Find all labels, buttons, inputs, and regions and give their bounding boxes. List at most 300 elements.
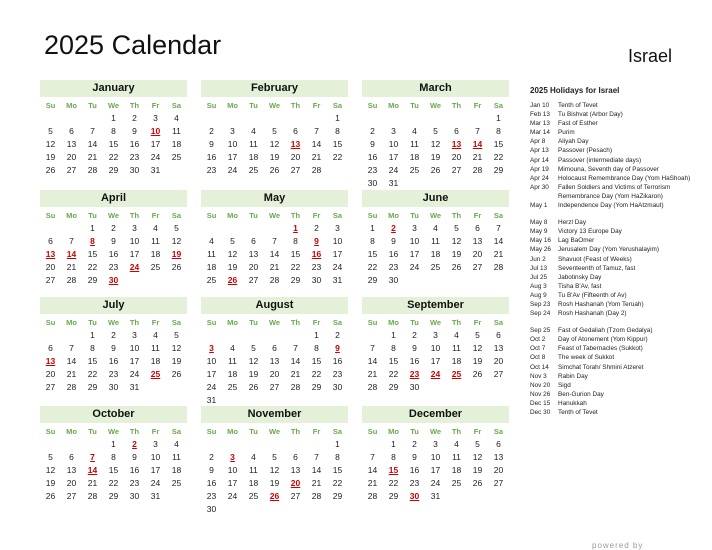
- day-cell: 3: [433, 330, 438, 340]
- day-cell: 16: [409, 465, 420, 475]
- weekday-label: Fr: [473, 318, 482, 327]
- holiday-date: May 1: [530, 202, 548, 210]
- page-title: 2025 Calendar: [44, 30, 222, 60]
- month-april: [40, 190, 187, 287]
- weekday-label: We: [429, 211, 442, 220]
- weekday-label: Fr: [151, 101, 160, 110]
- day-cell: 6: [251, 236, 256, 246]
- day-cell: 4: [153, 223, 158, 233]
- day-cell: 9: [132, 126, 137, 136]
- holiday-name: Seventeenth of Tamuz, fast: [558, 264, 636, 272]
- month-header: May: [201, 190, 348, 207]
- day-cell: 20: [290, 152, 301, 162]
- day-cell: 12: [269, 139, 280, 149]
- weekday-label: We: [107, 427, 120, 436]
- day-cell: 5: [48, 452, 53, 462]
- empty-cell: [40, 112, 61, 125]
- holiday-name: Purim: [558, 129, 575, 137]
- day-cell: 27: [493, 478, 504, 488]
- month-march: [362, 80, 509, 190]
- weekday-label: Tu: [410, 318, 419, 327]
- weekday-label: We: [268, 101, 281, 110]
- day-cell: 4: [153, 330, 158, 340]
- day-cell: 19: [472, 465, 483, 475]
- day-cell: 24: [227, 491, 238, 501]
- empty-cell: [243, 438, 264, 451]
- day-cell: 12: [45, 465, 56, 475]
- day-cell: 25: [430, 262, 441, 272]
- day-cell: 27: [66, 491, 77, 501]
- holiday-entry: [530, 110, 706, 119]
- day-cell: 9: [111, 343, 116, 353]
- day-cell: 8: [111, 452, 116, 462]
- empty-cell: [40, 222, 61, 235]
- holiday-name: Lag BaOmer: [558, 237, 595, 245]
- month-header: September: [362, 297, 509, 314]
- weekday-label: Tu: [88, 427, 97, 436]
- holiday-date: Apr 14: [530, 156, 549, 164]
- day-cell: 21: [311, 478, 322, 488]
- day-cell: 8: [496, 126, 501, 136]
- day-cell: 20: [248, 262, 259, 272]
- day-cell: 12: [171, 343, 182, 353]
- holiday-entry: [530, 174, 706, 183]
- empty-cell: [264, 112, 285, 125]
- day-cell: 5: [475, 439, 480, 449]
- holiday-name: Simchat Torah/ Shmini Atzeret: [558, 363, 644, 371]
- month-header: July: [40, 297, 187, 314]
- day-cell: 12: [171, 236, 182, 246]
- day-cell: 1: [335, 439, 340, 449]
- day-cell: 4: [174, 113, 179, 123]
- day-grid: [362, 438, 509, 503]
- day-cell: 11: [207, 249, 216, 259]
- day-cell: 8: [335, 452, 340, 462]
- day-grid: [40, 222, 187, 287]
- day-cell: 29: [108, 165, 119, 175]
- day-cell: 10: [206, 356, 217, 366]
- weekday-row: [201, 316, 348, 329]
- weekday-label: Su: [206, 427, 217, 436]
- weekday-label: Su: [206, 101, 217, 110]
- weekday-label: Th: [451, 211, 462, 220]
- day-cell: 12: [248, 356, 259, 366]
- weekday-label: Th: [129, 318, 140, 327]
- day-cell: 15: [87, 356, 98, 366]
- month-november: [201, 406, 348, 516]
- day-cell: 13: [66, 465, 77, 475]
- day-cell: 13: [290, 465, 301, 475]
- holiday-day-cell: 13: [45, 356, 56, 366]
- day-cell: 4: [230, 343, 235, 353]
- holiday-name: Victory 13 Europe Day: [558, 228, 622, 236]
- day-cell: 12: [45, 139, 56, 149]
- holiday-date: Mar 14: [530, 129, 550, 137]
- holiday-date: Apr 24: [530, 174, 549, 182]
- holiday-entry: [530, 372, 706, 381]
- holiday-date: Oct 7: [530, 345, 546, 353]
- holiday-day-cell: 30: [108, 275, 119, 285]
- holiday-list: [530, 86, 706, 417]
- day-cell: 30: [129, 491, 140, 501]
- day-cell: 7: [293, 343, 298, 353]
- empty-cell: [306, 438, 327, 451]
- holiday-day-cell: 24: [430, 369, 441, 379]
- day-cell: 10: [227, 139, 238, 149]
- day-cell: 17: [129, 249, 140, 259]
- weekday-label: Su: [206, 211, 217, 220]
- holiday-day-cell: 3: [209, 343, 214, 353]
- holiday-day-cell: 2: [132, 439, 137, 449]
- day-cell: 10: [430, 452, 441, 462]
- weekday-label: Th: [451, 318, 462, 327]
- day-cell: 5: [272, 126, 277, 136]
- day-cell: 24: [409, 262, 420, 272]
- day-cell: 1: [496, 113, 501, 123]
- day-cell: 23: [129, 152, 140, 162]
- holiday-name: Jerusalem Day (Yom Yerushalayim): [558, 246, 659, 254]
- weekday-label: We: [429, 318, 442, 327]
- day-cell: 18: [206, 262, 217, 272]
- holiday-day-cell: 14: [66, 249, 77, 259]
- day-cell: 29: [367, 275, 378, 285]
- day-cell: 29: [87, 382, 98, 392]
- weekday-row: [201, 99, 348, 112]
- day-cell: 2: [209, 126, 214, 136]
- holiday-date: Nov 20: [530, 381, 551, 389]
- day-cell: 22: [332, 478, 343, 488]
- day-cell: 3: [391, 126, 396, 136]
- day-cell: 18: [227, 369, 238, 379]
- weekday-label: Sa: [332, 211, 343, 220]
- day-cell: 24: [227, 165, 238, 175]
- holiday-date: Apr 30: [530, 183, 549, 191]
- holiday-entry: [530, 326, 706, 335]
- day-cell: 14: [367, 356, 378, 366]
- day-cell: 6: [69, 452, 74, 462]
- day-cell: 14: [493, 236, 504, 246]
- day-cell: 26: [430, 165, 441, 175]
- weekday-label: Mo: [388, 101, 399, 110]
- month-december: [362, 406, 509, 503]
- day-cell: 2: [132, 113, 137, 123]
- day-cell: 26: [472, 369, 483, 379]
- day-cell: 16: [129, 465, 140, 475]
- holiday-name: Fallen Soldiers and Victims of Terrorism Remembrance Day (Yom HaZikaron): [558, 183, 671, 200]
- day-cell: 22: [87, 369, 98, 379]
- month-june: [362, 190, 509, 287]
- empty-cell: [61, 112, 82, 125]
- holiday-name: Fast of Esther: [558, 120, 598, 128]
- weekday-label: Sa: [171, 427, 182, 436]
- holiday-date: Jul 13: [530, 264, 548, 272]
- day-cell: 8: [370, 236, 375, 246]
- day-cell: 21: [367, 369, 378, 379]
- day-cell: 20: [45, 262, 56, 272]
- day-cell: 25: [248, 165, 259, 175]
- day-cell: 26: [171, 369, 182, 379]
- day-cell: 22: [332, 152, 343, 162]
- day-cell: 20: [451, 152, 462, 162]
- month-header: June: [362, 190, 509, 207]
- holiday-entry: [530, 236, 706, 245]
- weekday-row: [40, 425, 187, 438]
- weekday-label: Tu: [410, 101, 419, 110]
- day-cell: 3: [132, 330, 137, 340]
- day-cell: 31: [150, 165, 161, 175]
- day-cell: 28: [290, 382, 301, 392]
- holiday-name: Tisha B'Av, fast: [558, 282, 602, 290]
- weekday-label: Sa: [171, 211, 182, 220]
- weekday-label: Su: [367, 318, 378, 327]
- holiday-day-cell: 9: [314, 236, 319, 246]
- empty-cell: [222, 222, 243, 235]
- country-label: Israel: [628, 46, 673, 66]
- day-cell: 18: [451, 356, 462, 366]
- holiday-entry: [530, 335, 706, 344]
- holiday-name: Feast of Tabernacles (Sukkot): [558, 345, 643, 353]
- weekday-label: Th: [451, 101, 462, 110]
- month-february: [201, 80, 348, 177]
- holiday-date: Sep 24: [530, 310, 551, 318]
- holiday-day-cell: 13: [451, 139, 462, 149]
- day-grid: [362, 112, 509, 190]
- day-cell: 28: [87, 491, 98, 501]
- weekday-label: Tu: [88, 101, 97, 110]
- day-cell: 21: [66, 262, 77, 272]
- day-cell: 11: [151, 236, 160, 246]
- day-cell: 8: [391, 343, 396, 353]
- day-cell: 25: [227, 382, 238, 392]
- empty-cell: [243, 112, 264, 125]
- empty-cell: [467, 112, 488, 125]
- day-cell: 31: [430, 491, 441, 501]
- weekday-label: Fr: [473, 427, 482, 436]
- day-cell: 29: [311, 382, 322, 392]
- day-cell: 2: [412, 330, 417, 340]
- weekday-label: Sa: [171, 318, 182, 327]
- empty-cell: [285, 329, 306, 342]
- holiday-day-cell: 25: [451, 369, 462, 379]
- day-cell: 7: [496, 223, 501, 233]
- holiday-day-cell: 15: [388, 465, 399, 475]
- day-cell: 21: [87, 152, 98, 162]
- holiday-entry: [530, 309, 706, 318]
- day-cell: 10: [388, 139, 399, 149]
- weekday-row: [40, 99, 187, 112]
- day-cell: 25: [171, 478, 182, 488]
- day-cell: 25: [150, 262, 161, 272]
- empty-cell: [222, 329, 243, 342]
- day-cell: 1: [314, 330, 319, 340]
- holiday-entry: [530, 353, 706, 362]
- empty-cell: [306, 112, 327, 125]
- day-cell: 15: [108, 139, 119, 149]
- day-cell: 11: [431, 236, 440, 246]
- day-cell: 17: [150, 139, 161, 149]
- weekday-label: Su: [367, 101, 378, 110]
- day-cell: 5: [230, 236, 235, 246]
- day-cell: 21: [290, 369, 301, 379]
- day-cell: 17: [206, 369, 217, 379]
- day-grid: [40, 329, 187, 394]
- weekday-label: Fr: [473, 101, 482, 110]
- holiday-entry: [530, 183, 706, 201]
- holiday-day-cell: 16: [311, 249, 322, 259]
- holiday-date: Mar 13: [530, 120, 550, 128]
- day-cell: 19: [430, 152, 441, 162]
- day-cell: 17: [150, 465, 161, 475]
- day-cell: 7: [314, 126, 319, 136]
- day-cell: 29: [332, 491, 343, 501]
- month-august: [201, 297, 348, 407]
- day-cell: 16: [108, 249, 119, 259]
- day-cell: 26: [171, 262, 182, 272]
- weekday-label: Su: [45, 427, 56, 436]
- day-cell: 15: [87, 249, 98, 259]
- day-cell: 8: [391, 452, 396, 462]
- day-cell: 21: [311, 152, 322, 162]
- day-cell: 14: [311, 465, 322, 475]
- day-cell: 14: [66, 356, 77, 366]
- day-cell: 17: [409, 249, 420, 259]
- weekday-row: [362, 209, 509, 222]
- day-cell: 5: [433, 126, 438, 136]
- day-cell: 27: [451, 165, 462, 175]
- day-cell: 14: [311, 139, 322, 149]
- day-cell: 11: [172, 126, 181, 136]
- holiday-name: Tu B'Av (Fifteenth of Av): [558, 291, 627, 299]
- holiday-day-cell: 30: [409, 491, 420, 501]
- holiday-date: May 8: [530, 219, 548, 227]
- day-cell: 1: [111, 439, 116, 449]
- empty-cell: [404, 112, 425, 125]
- weekday-label: Sa: [332, 318, 343, 327]
- holiday-day-cell: 24: [129, 262, 140, 272]
- day-cell: 23: [409, 478, 420, 488]
- holiday-date: Apr 8: [530, 138, 546, 146]
- day-cell: 3: [132, 223, 137, 233]
- empty-cell: [61, 222, 82, 235]
- weekday-label: Tu: [88, 318, 97, 327]
- empty-cell: [61, 329, 82, 342]
- day-cell: 9: [132, 452, 137, 462]
- month-header: March: [362, 80, 509, 97]
- day-cell: 20: [66, 478, 77, 488]
- empty-cell: [222, 438, 243, 451]
- weekday-label: Sa: [493, 211, 504, 220]
- day-cell: 12: [472, 452, 483, 462]
- day-cell: 8: [90, 343, 95, 353]
- weekday-label: We: [268, 318, 281, 327]
- day-cell: 18: [451, 465, 462, 475]
- day-cell: 19: [451, 249, 462, 259]
- weekday-label: Fr: [473, 211, 482, 220]
- weekday-label: Fr: [312, 427, 321, 436]
- weekday-label: Th: [290, 211, 301, 220]
- empty-cell: [425, 112, 446, 125]
- day-grid: [362, 329, 509, 394]
- holiday-date: Sep 25: [530, 327, 551, 335]
- day-cell: 7: [370, 452, 375, 462]
- day-cell: 4: [454, 439, 459, 449]
- day-cell: 7: [475, 126, 480, 136]
- day-cell: 5: [251, 343, 256, 353]
- holiday-date: Jul 25: [530, 273, 548, 281]
- day-cell: 25: [451, 478, 462, 488]
- weekday-label: Sa: [493, 427, 504, 436]
- month-july: [40, 297, 187, 394]
- day-cell: 13: [248, 249, 259, 259]
- day-cell: 16: [206, 152, 217, 162]
- day-cell: 1: [370, 223, 375, 233]
- day-cell: 18: [248, 478, 259, 488]
- weekday-row: [201, 425, 348, 438]
- day-cell: 7: [314, 452, 319, 462]
- holiday-day-cell: 1: [293, 223, 298, 233]
- day-cell: 21: [493, 249, 504, 259]
- day-cell: 11: [452, 343, 461, 353]
- month-header: November: [201, 406, 348, 423]
- day-cell: 23: [311, 262, 322, 272]
- weekday-label: Su: [45, 211, 56, 220]
- holiday-name: Ben-Gurion Day: [558, 390, 604, 398]
- day-cell: 30: [206, 504, 217, 514]
- holiday-name: Tenth of Tevet: [558, 102, 598, 109]
- day-cell: 5: [174, 330, 179, 340]
- holiday-date: Jun 2: [530, 255, 546, 263]
- day-cell: 4: [209, 236, 214, 246]
- day-cell: 7: [272, 236, 277, 246]
- month-september: [362, 297, 509, 394]
- day-cell: 24: [430, 478, 441, 488]
- day-cell: 18: [171, 139, 182, 149]
- day-cell: 24: [388, 165, 399, 175]
- day-cell: 23: [332, 369, 343, 379]
- holiday-day-cell: 9: [335, 343, 340, 353]
- day-cell: 1: [90, 223, 95, 233]
- day-cell: 26: [248, 382, 259, 392]
- day-cell: 29: [388, 491, 399, 501]
- day-cell: 5: [48, 126, 53, 136]
- day-cell: 27: [269, 382, 280, 392]
- day-cell: 9: [209, 465, 214, 475]
- day-cell: 26: [451, 262, 462, 272]
- day-cell: 30: [367, 178, 378, 188]
- month-october: [40, 406, 187, 503]
- weekday-label: Fr: [312, 101, 321, 110]
- day-cell: 10: [332, 236, 343, 246]
- holiday-day-cell: 19: [171, 249, 182, 259]
- day-cell: 14: [290, 356, 301, 366]
- day-cell: 3: [335, 223, 340, 233]
- day-cell: 29: [87, 275, 98, 285]
- day-cell: 6: [496, 439, 501, 449]
- day-cell: 5: [475, 330, 480, 340]
- holiday-name: Jabotinsky Day: [558, 273, 602, 281]
- day-cell: 8: [335, 126, 340, 136]
- day-cell: 31: [129, 382, 140, 392]
- weekday-label: Tu: [88, 211, 97, 220]
- day-cell: 27: [248, 275, 259, 285]
- holiday-entry: [530, 119, 706, 128]
- day-cell: 29: [388, 382, 399, 392]
- day-cell: 8: [293, 236, 298, 246]
- holiday-date: Oct 14: [530, 363, 549, 371]
- holiday-entry: [530, 101, 706, 110]
- day-cell: 11: [151, 343, 160, 353]
- holiday-name: Aliyah Day: [558, 138, 589, 146]
